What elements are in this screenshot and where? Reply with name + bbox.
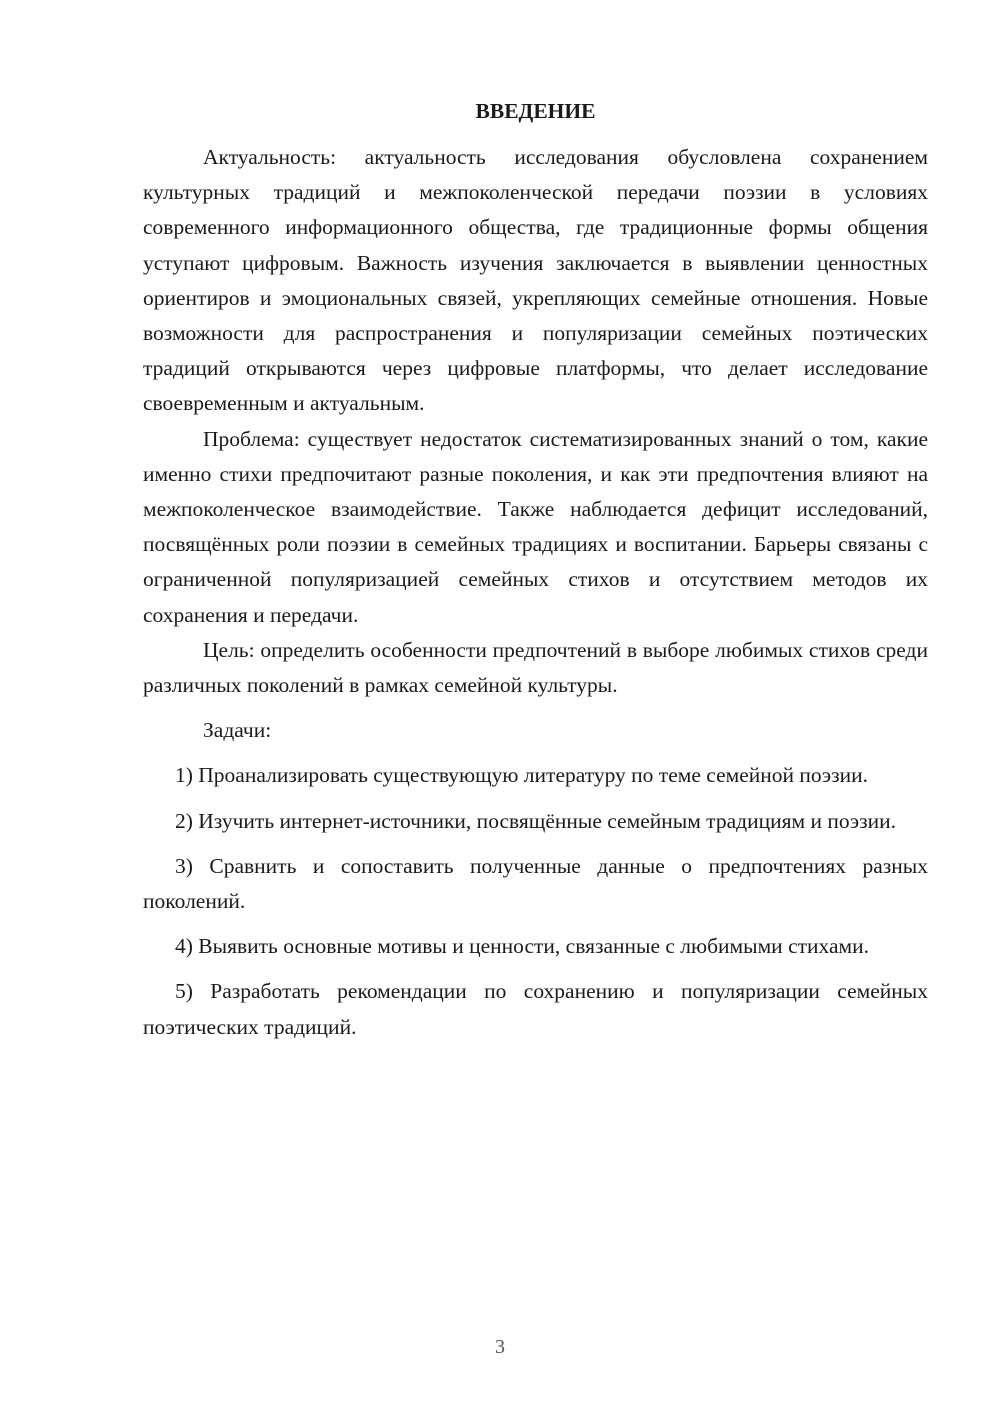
task-item: 3) Сравнить и сопоставить полученные данные о предпочтениях разных поколений. [143,853,928,914]
relevance-paragraph: Актуальность: актуальность исследования обусловлена сохранением культурных традиций и межпоколенческой передачи поэзии в условиях современного информационного общества, где традиционные формы общения уступают цифровым. Важность изучения заключается в выявлении ценностных ориентиров и эмоциональных связей, укрепляющих семейные отношения. Новые возможности для распространения и популяризации семейных поэтических традиций открываются через цифровые платформы, что делает исследование своевременным и актуальным. [143,145,928,416]
problem-paragraph: Проблема: существует недостаток систематизированных знаний о том, какие именно стихи предпочитают разные поколения, и как эти предпочтения влияют на межпоколенческое взаимодействие. Также наблюдается дефицит исследований, посвящённых роли поэзии в семейных традициях и воспитании. Барьеры связаны с ограниченной популяризацией семейных стихов и отсутствием методов их сохранения и передачи. [143,426,928,627]
task-item: 5) Разработать рекомендации по сохранению и популяризации семейных поэтических традиций. [143,979,928,1039]
task-item: 2) Изучить интернет-источники, посвящённые семейным традициям и поэзии. [175,808,896,833]
page-content [143,95,928,1045]
task-item: 4) Выявить основные мотивы и ценности, связанные с любимыми стихами. [175,934,870,959]
goal-paragraph: Цель: определить особенности предпочтений в выборе любимых стихов среди различных поколений в рамках семейной культуры. [143,637,928,698]
page-number: 3 [495,1336,505,1358]
tasks-title: Задачи: [203,718,272,743]
task-item: 1) Проанализировать существующую литературу по теме семейной поэзии. [175,763,869,788]
section-heading: ВВЕДЕНИЕ [475,99,596,123]
tasks-list [143,758,928,1044]
